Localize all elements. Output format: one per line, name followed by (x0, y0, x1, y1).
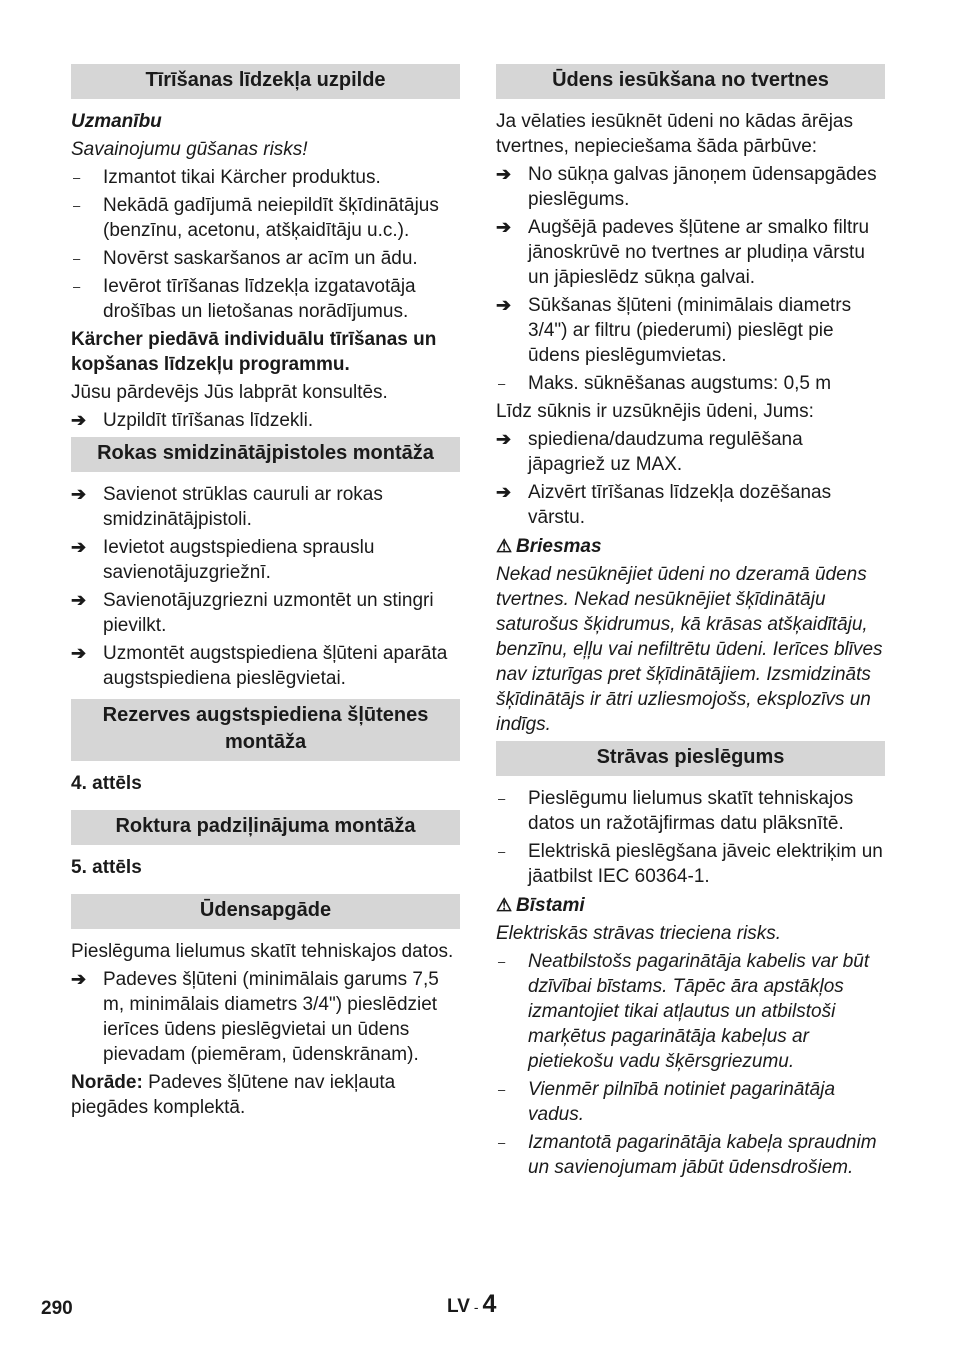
arrow-right-icon: ➔ (496, 429, 512, 449)
section-heading-tank-suction: Ūdens iesūkšana no tvertnes (496, 64, 885, 99)
dash-marker: – (498, 844, 506, 859)
arrow-right-icon: ➔ (496, 164, 512, 184)
step-item: ➔ No sūkņa galvas jānoņem ūdensapgādes pieslēgums. (496, 164, 877, 210)
dash-marker: – (498, 954, 506, 969)
list-item: – Izmantotā pagarinātāja kabeļa spraudnim un savienojumam jābūt ūdensdrošiem. (498, 1132, 877, 1178)
dash-marker: – (498, 376, 506, 391)
warning-text: Elektriskās strāvas trieciena risks. (496, 923, 782, 944)
arrow-right-icon: ➔ (71, 537, 87, 557)
figure-reference: 5. attēls (71, 857, 142, 878)
arrow-right-icon: ➔ (71, 590, 87, 610)
dash-marker: – (73, 198, 81, 213)
list-item: – Maks. sūknēšanas augstums: 0,5 m (498, 373, 832, 394)
section-heading-water-supply: Ūdensapgāde (71, 894, 460, 929)
supply-note: Norāde: Padeves šļūtene nav iekļauta piegādes komplektā. (71, 1072, 396, 1118)
figure-reference: 4. attēls (71, 773, 142, 794)
water-supply-text: Pieslēguma lielumus skatīt tehniskajos datos. (71, 941, 454, 962)
step-item: ➔ Savienotājuzgriezni uzmontēt un stingri pievilkt. (71, 590, 434, 636)
arrow-right-icon: ➔ (496, 295, 512, 315)
step-item: ➔ spiediena/daudzuma regulēšana jāpagriež uz MAX. (496, 429, 803, 475)
arrow-right-icon: ➔ (71, 969, 87, 989)
step-item: ➔ Uzpildīt tīrīšanas līdzekli. (71, 410, 314, 431)
dash-marker: – (498, 1082, 506, 1097)
danger-label: ⚠ Briesmas (496, 536, 602, 557)
step-item: ➔ Savienot strūklas cauruli ar rokas smidzinātājpistoli. (71, 484, 383, 530)
step-item: ➔ Augšējā padeves šļūtene ar smalko filtru jānoskrūvē no tvertnes ar pludiņa vārstu un jāpieslēdz sūkņa galvai. (496, 217, 870, 288)
step-item: ➔ Aizvērt tīrīšanas līdzekļa dozēšanas vārstu. (496, 482, 832, 528)
dash-marker: – (73, 251, 81, 266)
dash-marker: – (498, 791, 506, 806)
list-item: – Pieslēgumu lielumus skatīt tehniskajos datos un ražotājfirmas datu plāksnītē. (498, 788, 854, 834)
list-item: – Izmantot tikai Kärcher produktus. (73, 167, 381, 188)
section-heading-spare-hose: Rezerves augstspiediena šļūtenes montāža (71, 699, 460, 761)
page-number: 290 (41, 1298, 73, 1319)
tank-suction-intro: Ja vēlaties iesūknēt ūdeni no kādas ārējas tvertnes, nepieciešama šāda pārbūve: (496, 111, 854, 157)
program-note: Jūsu pārdevējs Jūs labprāt konsultēs. (71, 382, 388, 403)
list-item: – Elektriskā pieslēgšana jāveic elektriķim un jāatbilst IEC 60364-1. (498, 841, 883, 887)
caution-text: Savainojumu gūšanas risks! (71, 139, 308, 160)
section-heading-cleaning-agent: Tīrīšanas līdzekļa uzpilde (71, 64, 460, 99)
step-item: ➔ Uzmontēt augstspiediena šļūteni aparāta augstspiediena pieslēgvietai. (71, 643, 448, 689)
warning-triangle-icon: ⚠ (496, 536, 513, 556)
section-heading-handle-recess: Roktura padziļinājuma montāža (71, 810, 460, 845)
warning-triangle-icon: ⚠ (496, 895, 513, 915)
section-heading-spray-gun: Rokas smidzinātājpistoles montāža (71, 437, 460, 472)
caution-label: Uzmanību (71, 111, 162, 132)
arrow-right-icon: ➔ (71, 484, 87, 504)
dash-marker: – (73, 170, 81, 185)
arrow-right-icon: ➔ (496, 482, 512, 502)
step-item: ➔ Padeves šļūteni (minimālais garums 7,5 m, minimālais diametrs 3/4") pieslēdziet ierīces ūdens pieslēgvietai un ūdens pievadam (piemēram, ūdenskrānam). (71, 969, 439, 1065)
right-column (496, 64, 885, 1183)
arrow-right-icon: ➔ (71, 410, 87, 430)
section-heading-power-connection: Strāvas pieslēgums (496, 741, 885, 776)
list-item: – Ievērot tīrīšanas līdzekļa izgatavotāja drošības un lietošanas norādījumus. (73, 276, 416, 322)
step-item: ➔ Sūkšanas šļūteni (minimālais diametrs 3/4") ar filtru (piederumi) pieslēgt pie ūdens pieslēgumvietas. (496, 295, 852, 366)
dash-marker: – (498, 1135, 506, 1150)
arrow-right-icon: ➔ (71, 643, 87, 663)
suction-condition: Līdz sūknis ir uzsūknējis ūdeni, Jums: (496, 401, 814, 422)
left-column (71, 64, 460, 1123)
program-note-bold: Kärcher piedāvā individuālu tīrīšanas un kopšanas līdzekļu programmu. (71, 329, 437, 375)
step-item: ➔ Ievietot augstspiediena sprauslu savienotājuzgriežnī. (71, 537, 375, 583)
language-page-label: LV - 4 (447, 1290, 497, 1318)
list-item: – Novērst saskaršanos ar acīm un ādu. (73, 248, 418, 269)
danger-text: Nekad nesūknējiet ūdeni no dzeramā ūdens tvertnes. Nekad nesūknējiet šķīdinātāju saturošus šķidrumus, kā krāsas atšķaidītāju, benzīnu, eļļu vai nefiltrētu ūdeni. Ierīces blīves nav izturīgas pret šķīdinātājiem. Izsmidzināts šķīdinātājs ir ātri uzliesmojošs, eksplozīvs un indīgs. (496, 564, 883, 735)
list-item: – Nekādā gadījumā neiepildīt šķīdinātājus (benzīnu, acetonu, atšķaidītāju u.c.). (73, 195, 439, 241)
list-item: – Neatbilstošs pagarinātāja kabelis var būt dzīvībai bīstams. Tāpēc āra apstākļos izmantojiet tikai atļautus un atbilstoši marķētus pagarinātāja kabeļus ar pietiekošu vadu šķērsgriezumu. (498, 951, 870, 1072)
dash-marker: – (73, 279, 81, 294)
warning-label: ⚠ Bīstami (496, 895, 585, 916)
list-item: – Vienmēr pilnībā notiniet pagarinātāja vadus. (498, 1079, 836, 1125)
arrow-right-icon: ➔ (496, 217, 512, 237)
